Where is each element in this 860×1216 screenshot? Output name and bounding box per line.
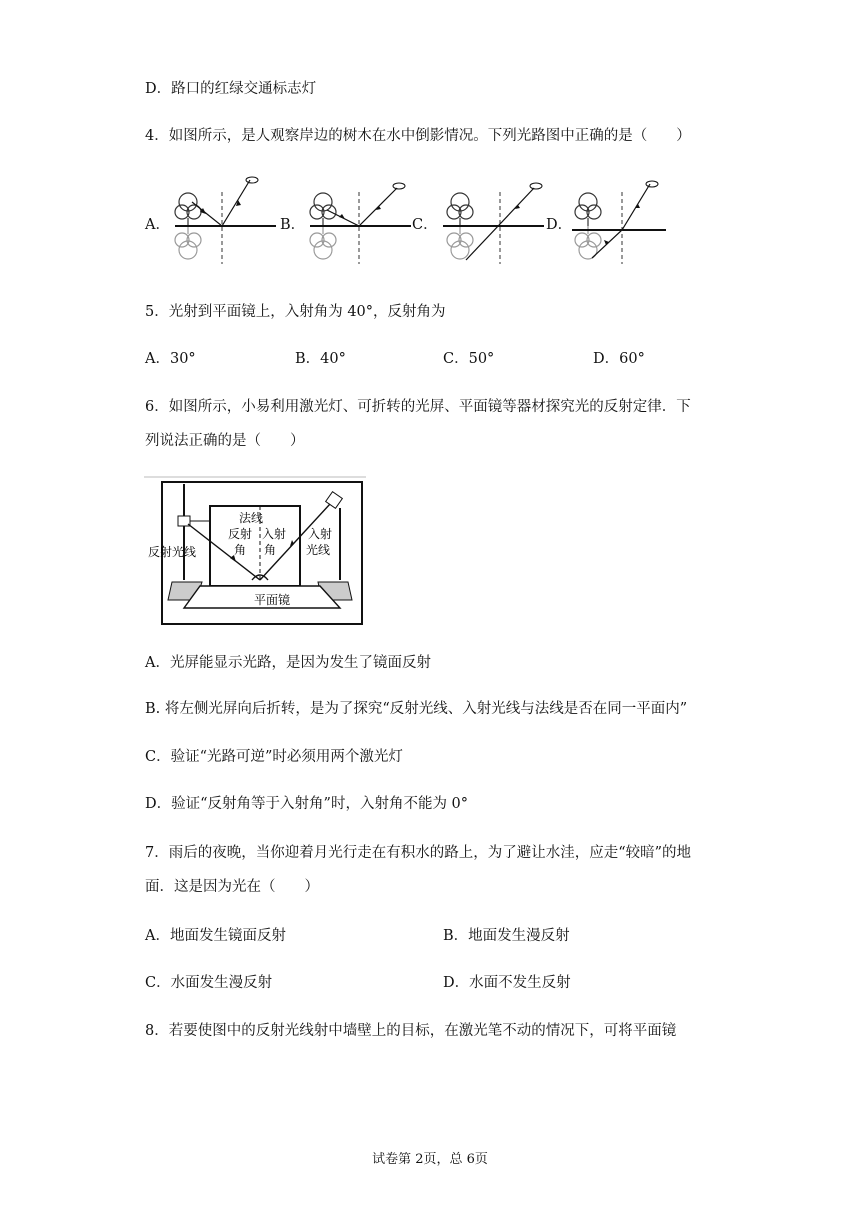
q6-stem-line1: 6．如图所示，小易利用激光灯、可折转的光屏、平面镜等器材探究光的反射定律．下 — [145, 399, 691, 415]
tree-icon — [310, 193, 336, 226]
tree-icon — [447, 193, 473, 226]
tree-reflection-icon — [310, 226, 336, 259]
label-reflected-ray: 反射光线 — [148, 545, 197, 559]
q4-stem: 4．如图所示，是人观察岸边的树木在水中倒影情况。下列光路图中正确的是（ ） — [145, 128, 691, 144]
eye-icon — [246, 177, 258, 183]
q4-label-c: C． — [412, 217, 438, 233]
label-normal: 法线 — [239, 511, 264, 525]
q8-stem: 8．若要使图中的反射光线射中墙壁上的目标，在激光笔不动的情况下，可将平面镜 — [145, 1023, 677, 1039]
label-incident-ray-2: 光线 — [306, 543, 331, 557]
q5-option-a: A．30° — [145, 351, 196, 367]
label-incident-angle-2: 角 — [264, 543, 277, 557]
page-footer: 试卷第 2页，总 6页 — [372, 1152, 488, 1167]
q6-reflection-apparatus-figure — [144, 474, 368, 632]
q5-option-d: D．60° — [593, 351, 645, 367]
q4-diagram-d — [570, 172, 670, 272]
q4-label-a: A． — [145, 217, 170, 233]
tree-icon — [175, 193, 201, 226]
q3-option-d: D．路口的红绿交通标志灯 — [145, 81, 317, 97]
eye-icon — [530, 183, 542, 189]
q6-option-c: C．验证“光路可逆”时必须用两个激光灯 — [145, 749, 403, 765]
eye-icon — [646, 181, 658, 187]
q6-option-d: D．验证“反射角等于入射角”时，入射角不能为 0° — [145, 796, 469, 812]
tree-reflection-icon — [175, 226, 201, 259]
q7-option-a: A．地面发生镜面反射 — [145, 928, 286, 944]
label-incident-angle-1: 入射 — [262, 527, 287, 541]
q7-option-b: B．地面发生漫反射 — [443, 928, 570, 944]
label-reflect-angle-1: 反射 — [228, 527, 253, 541]
q5-option-b: B．40° — [295, 351, 346, 367]
q7-stem-line1: 7．雨后的夜晚，当你迎着月光行走在有积水的路上，为了避让水洼，应走“较暗”的地 — [145, 845, 692, 861]
q7-stem-line2: 面．这是因为光在（ ） — [145, 879, 319, 895]
q5-option-c: C．50° — [443, 351, 495, 367]
q4-diagram-b — [305, 172, 415, 272]
q6-stem-line2: 列说法正确的是（ ） — [145, 433, 305, 449]
tree-reflection-icon — [447, 226, 473, 259]
q4-diagram-c — [438, 172, 548, 272]
q7-option-c: C．水面发生漫反射 — [145, 975, 273, 991]
q4-diagram-a — [170, 172, 280, 272]
q4-label-b: B． — [280, 217, 306, 233]
q7-option-d: D．水面不发生反射 — [443, 975, 571, 991]
label-reflect-angle-2: 角 — [234, 543, 247, 557]
q5-stem: 5．光射到平面镜上，入射角为 40°，反射角为 — [145, 304, 446, 320]
q6-option-a: A．光屏能显示光路，是因为发生了镜面反射 — [145, 655, 431, 671]
eye-icon — [393, 183, 405, 189]
label-mirror: 平面镜 — [254, 593, 291, 607]
q6-option-b: B. 将左侧光屏向后折转，是为了探究“反射光线、入射光线与法线是否在同一平面内” — [145, 701, 688, 717]
tree-icon — [575, 193, 601, 226]
label-incident-ray-1: 入射 — [308, 527, 333, 541]
q4-label-d: D． — [546, 217, 573, 233]
